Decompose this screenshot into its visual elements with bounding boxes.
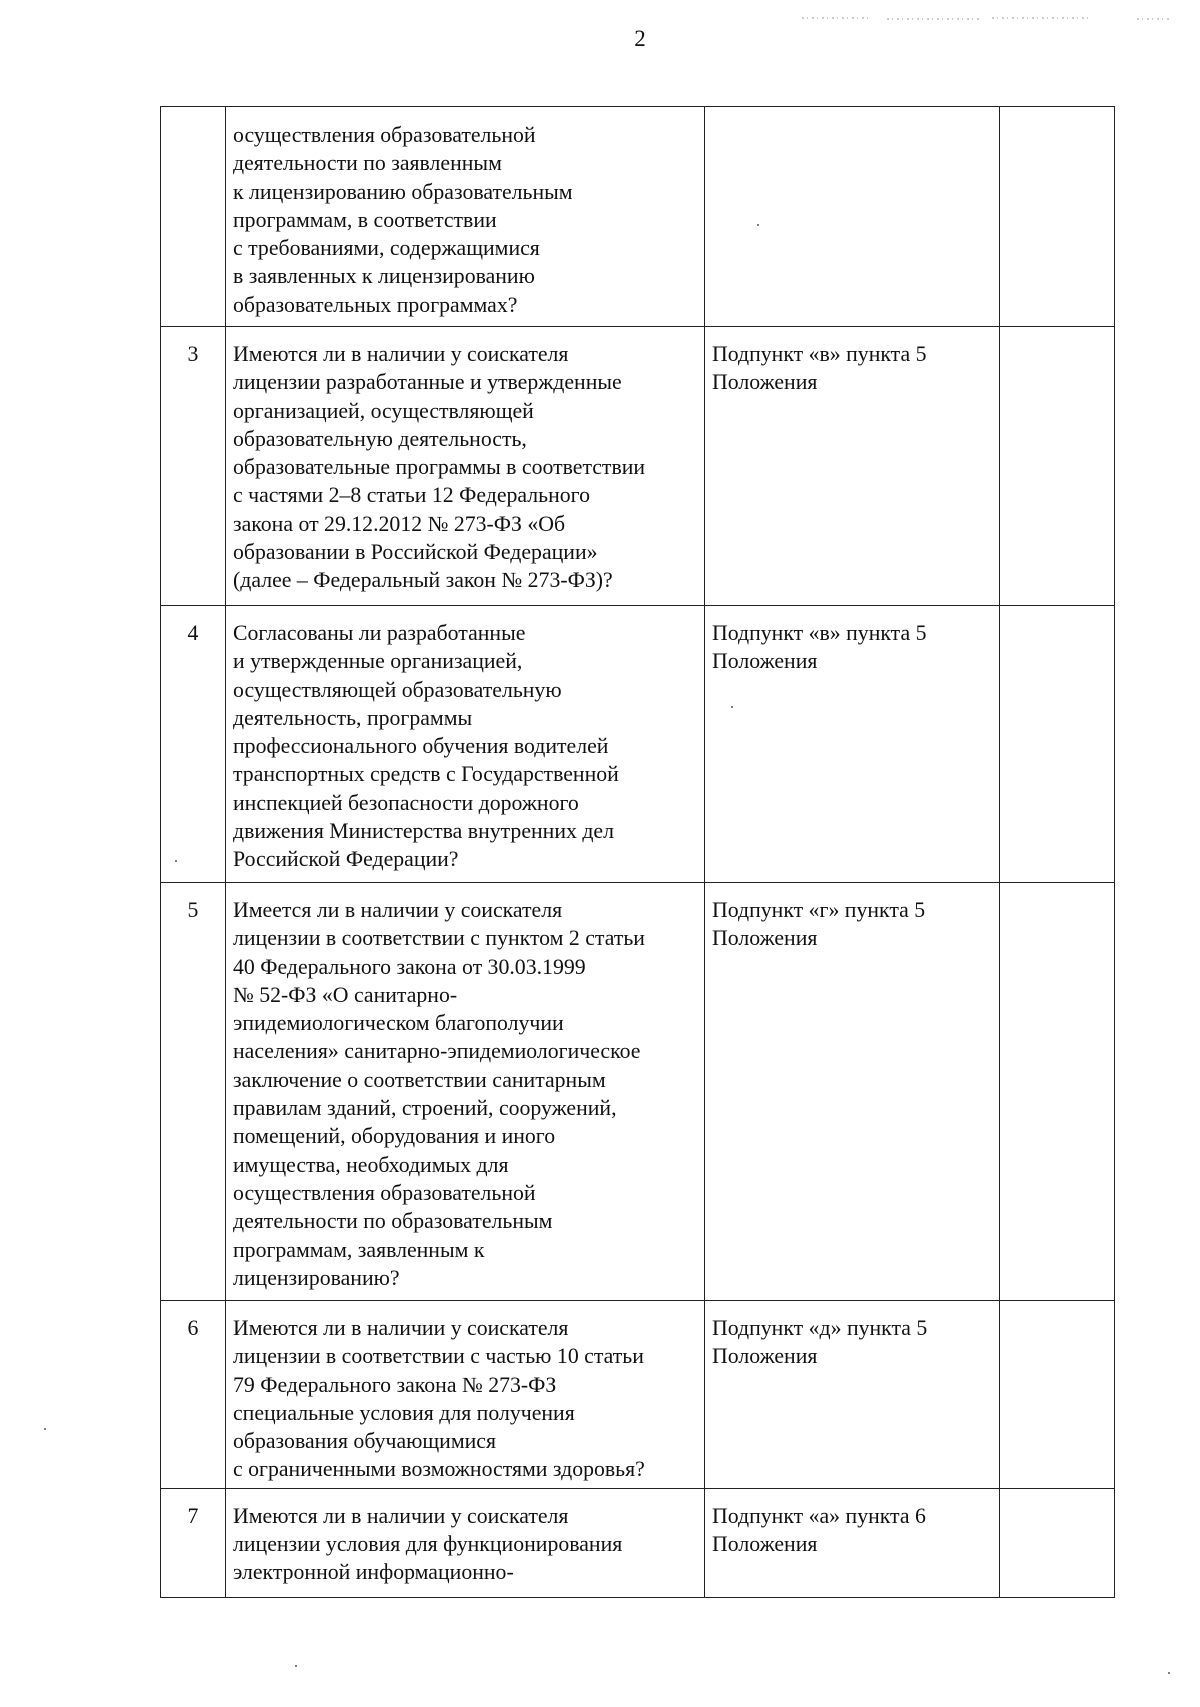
reference-cell	[705, 883, 1000, 1301]
row-number	[161, 107, 225, 120]
mark-cell	[1000, 606, 1115, 883]
reference-text: Подпункт «г» пункта 5 Положения	[712, 898, 926, 951]
reference-cell	[705, 1301, 1000, 1489]
reference-text: Подпункт «а» пункта 6 Положения	[712, 1503, 926, 1557]
question-cell	[226, 883, 705, 1301]
row-number: 7	[187, 1503, 199, 1528]
question-cell	[226, 1488, 705, 1597]
question-cell	[226, 107, 705, 327]
question-text: Имеется ли в наличии у соискателя лицензии в соответствии с пунктом 2 статьи 40 Федерального закона от 30.03.1999 № 52-ФЗ «О санитарно- эпидемиологическом благополучии населения» санитарно-эпидемиологическое заключение о соответствии санитарным правилам зданий, строений, сооружений, помещений, оборудования и иного имущества, необходимых для осуществления образовательной деятельности по образовательным программам, заявленным к лицензированию?	[233, 898, 645, 1290]
question-text: Имеются ли в наличии у соискателя лицензии в соответствии с частью 10 статьи 79 Федерального закона № 273-ФЗ специальные условия для получения образования обучающимися с ограниченными возможностями здоровья?	[233, 1316, 645, 1482]
table-row	[161, 883, 1115, 1301]
table-row	[161, 107, 1115, 327]
table-row	[161, 606, 1115, 883]
table-row	[161, 1301, 1115, 1489]
row-number: 3	[187, 342, 199, 366]
scan-speck	[295, 1665, 297, 1667]
page-number: 2	[634, 26, 646, 51]
row-number-cell	[161, 883, 226, 1301]
reference-cell	[705, 1488, 1000, 1597]
mark-cell	[1000, 107, 1115, 327]
question-text: осуществления образовательной деятельности по заявленным к лицензированию образовательным программам, в соответствии с требованиями, содержащимися в заявленных к лицензированию образовательных программах?	[233, 123, 573, 317]
row-number: 6	[187, 1316, 199, 1340]
row-number-cell	[161, 1488, 226, 1597]
reference-cell	[705, 107, 1000, 327]
question-text: Имеются ли в наличии у соискателя лицензии разработанные и утвержденные организацией, осуществляющей образовательную деятельность, образовательные программы в соответствии с частями 2–8 статьи 12 Федерального закона от 29.12.2012 № 273-ФЗ «Об образовании в Российской Федерации» (далее – Федеральный закон № 273-ФЗ)?	[233, 342, 646, 593]
mark-cell	[1000, 883, 1115, 1301]
row-number-cell	[161, 107, 226, 327]
table-row	[161, 1488, 1115, 1597]
row-number-cell	[161, 327, 226, 606]
row-number-cell	[161, 606, 226, 883]
mark-cell	[1000, 327, 1115, 606]
row-number-cell	[161, 1301, 226, 1489]
reference-text: Подпункт «в» пункта 5 Положения	[712, 621, 927, 674]
scan-speck	[757, 224, 759, 226]
question-cell	[226, 606, 705, 883]
table-row	[161, 327, 1115, 606]
mark-cell	[1000, 1488, 1115, 1597]
requirements-table	[160, 106, 1115, 1598]
mark-cell	[1000, 1301, 1115, 1489]
question-cell	[226, 327, 705, 606]
reference-text	[705, 107, 999, 124]
scan-speck	[175, 860, 177, 862]
row-number: 4	[187, 621, 199, 645]
scan-speck	[1168, 1672, 1170, 1674]
scan-speck	[731, 706, 733, 708]
reference-text: Подпункт «д» пункта 5 Положения	[712, 1316, 928, 1369]
question-text: Согласованы ли разработанные и утвержденные организацией, осуществляющей образовательную деятельность, программы профессионального обучения водителей транспортных средств с Государственной инспекцией безопасности дорожного движения Министерства внутренних дел Российской Федерации?	[233, 621, 619, 872]
reference-cell	[705, 327, 1000, 606]
question-text: Имеются ли в наличии у соискателя лицензии условия для функционирования электронной информационно-	[233, 1503, 623, 1585]
scan-speck	[44, 1428, 46, 1430]
reference-cell	[705, 606, 1000, 883]
row-number: 5	[187, 898, 199, 922]
scan-noise	[792, 14, 1172, 22]
reference-text: Подпункт «в» пункта 5 Положения	[712, 342, 927, 395]
question-cell	[226, 1301, 705, 1489]
